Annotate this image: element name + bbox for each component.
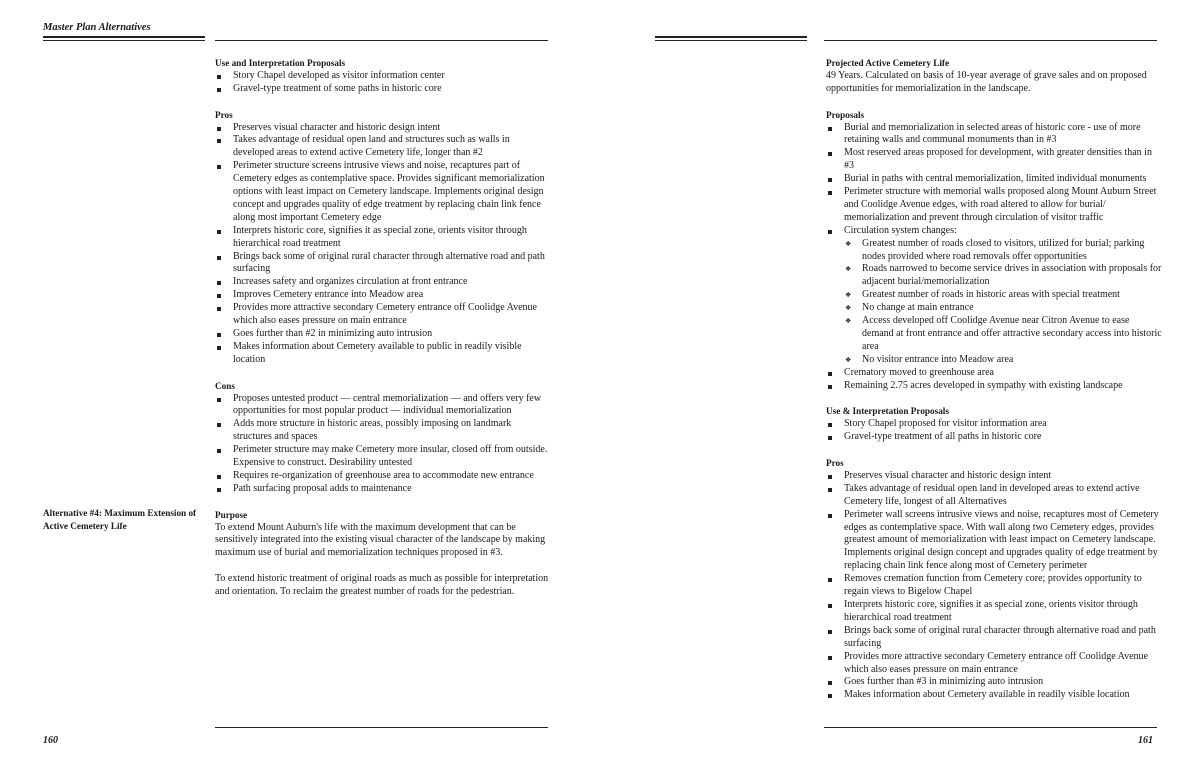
list-item: Makes information about Cemetery available in readily visible location bbox=[826, 689, 1162, 702]
sub-list-item: ❖ Roads narrowed to become service drives in association with proposals for adjacent burial/memorialization bbox=[844, 263, 1162, 289]
cons-section bbox=[215, 380, 550, 496]
list-item: Gravel-type treatment of all paths in historic core bbox=[826, 431, 1162, 444]
list-item: Crematory moved to greenhouse area bbox=[826, 367, 1162, 380]
use-interpretation-section bbox=[215, 57, 550, 96]
list-item: Gravel-type treatment of some paths in historic core bbox=[215, 83, 550, 96]
header-rule-thin bbox=[43, 40, 205, 41]
list-item bbox=[826, 225, 1162, 367]
list-item: Remaining 2.75 acres developed in sympathy with existing landscape bbox=[826, 380, 1162, 393]
list-item: Removes cremation function from Cemetery core; provides opportunity to regain views to Bigelow Chapel bbox=[826, 573, 1162, 599]
list-item: Increases safety and organizes circulation at front entrance bbox=[215, 276, 550, 289]
bullet-list bbox=[215, 393, 550, 496]
sub-list-item: ❖ No change at main entrance bbox=[844, 302, 1162, 315]
section-heading: Use & Interpretation Proposals bbox=[826, 406, 949, 417]
list-item: Most reserved areas proposed for development, with greater densities than in #3 bbox=[826, 147, 1162, 173]
list-item: Perimeter structure may make Cemetery more insular, closed off from outside. Expensive to construct. Desirability untested bbox=[215, 444, 550, 470]
list-item: Goes further than #2 in minimizing auto intrusion bbox=[215, 328, 550, 341]
running-header: Master Plan Alternatives bbox=[43, 22, 151, 33]
list-item: Story Chapel proposed for visitor information area bbox=[826, 418, 1162, 431]
right-page-column bbox=[826, 57, 1162, 715]
list-item: Improves Cemetery entrance into Meadow area bbox=[215, 289, 550, 302]
proposals-section bbox=[826, 109, 1162, 393]
list-item: Perimeter structure screens intrusive views and noise, recaptures part of Cemetery edges as contemplative space. Provides significant memorialization options with least impact on Cemetery landscape. Implements original design concept and upgrades quality of edge treatment by replacing chain link fence along most important Cemetery edge bbox=[215, 160, 550, 225]
list-item: Brings back some of original rural character through alternative road and path surfacing bbox=[826, 625, 1162, 651]
purpose-section bbox=[215, 509, 550, 599]
section-heading: Purpose bbox=[215, 509, 248, 520]
list-item: Requires re-organization of greenhouse area to accommodate new entrance bbox=[215, 470, 550, 483]
purpose-paragraph: To extend historic treatment of original roads as much as possible for interpretation and orientation. To reclaim the greatest number of roads for the pedestrian. bbox=[215, 573, 549, 598]
list-item: Interprets historic core, signifies it as special zone, orients visitor through hierarchical road treatment bbox=[215, 225, 550, 251]
page-number-left: 160 bbox=[43, 735, 58, 746]
left-page-column bbox=[215, 57, 550, 612]
section-heading: Projected Active Cemetery Life bbox=[826, 58, 950, 68]
section-heading: Use and Interpretation Proposals bbox=[215, 58, 346, 68]
section-heading: Cons bbox=[215, 380, 235, 391]
pros-section bbox=[826, 457, 1162, 702]
list-item: Burial and memorialization in selected areas of historic core - use of more retaining walls and communal monuments than in #3 bbox=[826, 122, 1162, 148]
list-item: Provides more attractive secondary Cemetery entrance off Coolidge Avenue which also eases pressure on main entrance bbox=[215, 302, 550, 328]
list-item: Story Chapel developed as visitor information center bbox=[215, 70, 550, 83]
sub-list-item: ❖ Access developed off Coolidge Avenue near Citron Avenue to ease demand at front entrance and offer attractive secondary access into historic area bbox=[844, 315, 1162, 354]
list-item: Burial in paths with central memorialization, limited individual monuments bbox=[826, 173, 1162, 186]
sub-list-item: ❖ Greatest number of roads in historic areas with special treatment bbox=[844, 289, 1162, 302]
list-item: Preserves visual character and historic design intent bbox=[215, 122, 550, 135]
right-page-top-rule-thin bbox=[655, 40, 807, 41]
list-item: Path surfacing proposal adds to maintenance bbox=[215, 483, 550, 496]
right-column-top-rule bbox=[824, 40, 1157, 41]
section-heading: Pros bbox=[215, 109, 233, 120]
projected-life-section bbox=[826, 57, 1162, 96]
section-heading: Proposals bbox=[826, 109, 865, 120]
list-item: Interprets historic core, signifies it as special zone, orients visitor through hierarchical road treatment bbox=[826, 599, 1162, 625]
list-item: Perimeter structure with memorial walls proposed along Mount Auburn Street and Coolidge Avenue edges, with road altered to allow for burial/ memorialization and prevent through circulation of visitor traffic bbox=[826, 186, 1162, 225]
bullet-list bbox=[826, 470, 1162, 702]
projected-life-text: 49 Years. Calculated on basis of 10-year average of grave sales and on proposed opportunities for memorialization in the landscape. bbox=[826, 69, 1147, 94]
list-item: Proposes untested product — central memorialization — and offers very few opportunities for most popular product — individual memorialization bbox=[215, 393, 550, 419]
pros-section bbox=[215, 109, 550, 367]
bullet-list bbox=[215, 70, 550, 96]
right-page-top-rule-thick bbox=[655, 36, 807, 38]
bullet-list bbox=[826, 122, 1162, 393]
purpose-paragraph: To extend Mount Auburn's life with the maximum development that can be sensitively integrated into the existing visual character of the landscape by making maximum use of burial and memorialization techniques proposed in #3. bbox=[215, 521, 546, 559]
section-heading: Pros bbox=[826, 458, 844, 469]
list-item: Takes advantage of residual open land in developed areas to extend active Cemetery life, longest of all Alternatives bbox=[826, 483, 1162, 509]
list-item-text: Circulation system changes: bbox=[844, 224, 957, 236]
sub-bullet-list bbox=[844, 238, 1162, 367]
page-number-right: 161 bbox=[1138, 735, 1153, 746]
list-item: Adds more structure in historic areas, possibly imposing on landmark structures and spaces bbox=[215, 418, 550, 444]
right-footer-rule bbox=[824, 727, 1157, 728]
list-item: Preserves visual character and historic design intent bbox=[826, 470, 1162, 483]
left-column-top-rule bbox=[215, 40, 548, 41]
sub-list-item: ❖ No visitor entrance into Meadow area bbox=[844, 354, 1162, 367]
list-item: Provides more attractive secondary Cemetery entrance off Coolidge Avenue which also eases pressure on main entrance bbox=[826, 651, 1162, 677]
list-item: Takes advantage of residual open land and structures such as walls in developed areas to extend active Cemetery life, longer than #2 bbox=[215, 134, 550, 160]
list-item: Makes information about Cemetery available to public in readily visible location bbox=[215, 341, 550, 367]
bullet-list bbox=[826, 418, 1162, 444]
list-item: Brings back some of original rural character through alternative road and path surfacing bbox=[215, 251, 550, 277]
alternative-4-label: Alternative #4: Maximum Extension of Active Cemetery Life bbox=[43, 508, 197, 531]
left-footer-rule bbox=[215, 727, 548, 728]
list-item: Goes further than #3 in minimizing auto intrusion bbox=[826, 676, 1162, 689]
header-rule-thick bbox=[43, 36, 205, 38]
list-item: Perimeter wall screens intrusive views and noise, recaptures most of Cemetery edges as contemplative space. With wall along two Cemetery edges, provides greatest amount of memorialization with least impact on Cemetery landscape. Implements original design concept and upgrades quality of edge treatment by replacing chain link fence along most of Cemetery perimeter bbox=[826, 509, 1162, 574]
sub-list-item: ❖ Greatest number of roads closed to visitors, utilized for burial; parking nodes provided where road removals offer opportunities bbox=[844, 238, 1162, 264]
use-interpretation-section bbox=[826, 405, 1162, 444]
bullet-list bbox=[215, 122, 550, 367]
